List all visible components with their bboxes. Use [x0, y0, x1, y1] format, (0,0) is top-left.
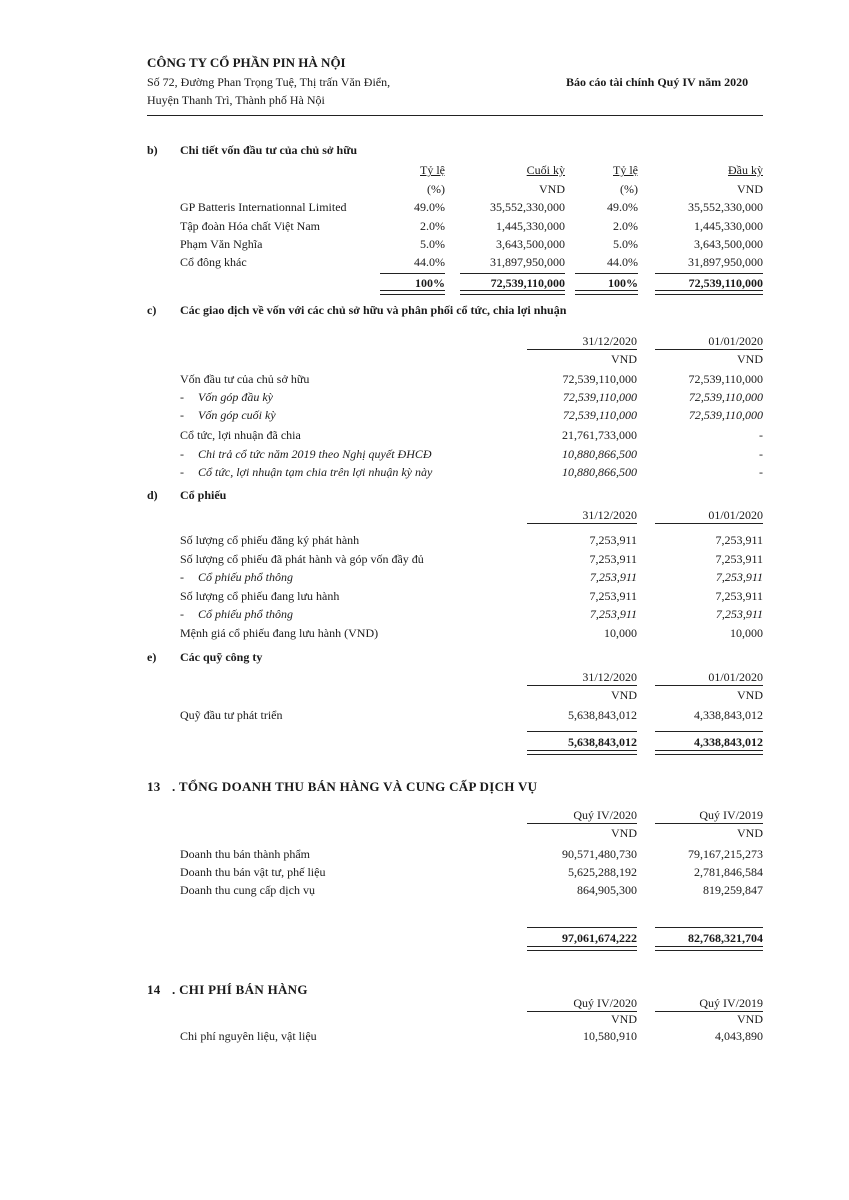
d-row-v2: 7,253,911 — [715, 552, 763, 566]
s13-total-rule-1 — [527, 927, 637, 928]
section-d-title: Cổ phiếu — [180, 488, 227, 502]
b-row-v1: 3,643,500,000 — [496, 237, 565, 251]
c-row-v1: 21,761,733,000 — [562, 428, 637, 442]
b-unit-4: VND — [737, 182, 763, 196]
b-row-p1: 5.0% — [420, 237, 445, 251]
d-row-v1: 7,253,911 — [589, 552, 637, 566]
b-total-dbl-2 — [460, 290, 565, 295]
s13-row-v1: 5,625,288,192 — [568, 865, 637, 879]
section-14-title: . CHI PHÍ BÁN HÀNG — [172, 982, 308, 997]
d-row-dash: - — [180, 607, 184, 621]
s14-col-2: Quý IV/2019 — [699, 996, 763, 1010]
s13-row-v1: 90,571,480,730 — [562, 847, 637, 861]
c-col-2: 01/01/2020 — [708, 334, 763, 348]
b-unit-1: (%) — [427, 182, 445, 196]
b-total-dbl-4 — [655, 290, 763, 295]
e-total-v1: 5,638,843,012 — [568, 735, 637, 749]
b-total-dbl-1 — [380, 290, 445, 295]
b-row-label: Tập đoàn Hóa chất Việt Nam — [180, 219, 321, 233]
s13-row-v2: 2,781,846,584 — [694, 865, 763, 879]
d-row-v2: 7,253,911 — [715, 533, 763, 547]
b-total-rule-4 — [655, 273, 763, 274]
b-col-end: Cuối kỳ — [526, 163, 565, 177]
d-row-label: Cổ phiếu phổ thông — [198, 607, 293, 621]
s14-col-1: Quý IV/2020 — [573, 996, 637, 1010]
s13-total-dbl-1 — [527, 946, 637, 951]
d-row-label: Cổ phiếu phổ thông — [198, 570, 293, 584]
d-row-label: Số lượng cổ phiếu đã phát hành và góp vốn đầy đủ — [180, 552, 424, 566]
b-row-v2: 1,445,330,000 — [694, 219, 763, 233]
s13-total-dbl-2 — [655, 946, 763, 951]
s13-row-label: Doanh thu bán vật tư, phế liệu — [180, 865, 326, 879]
s13-row-v1: 864,905,300 — [577, 883, 637, 897]
b-col-begin: Đầu kỳ — [728, 163, 763, 177]
b-row-p1: 2.0% — [420, 219, 445, 233]
s13-col-2-rule — [655, 823, 763, 824]
c-row-label: Vốn góp đầu kỳ — [198, 390, 273, 404]
e-col-1: 31/12/2020 — [582, 670, 637, 684]
e-row-label: Quỹ đầu tư phát triển — [180, 708, 283, 722]
s13-row-label: Doanh thu bán thành phẩm — [180, 847, 310, 861]
c-row-v1: 72,539,110,000 — [562, 390, 637, 404]
section-e-title: Các quỹ công ty — [180, 650, 263, 664]
d-row-v2: 7,253,911 — [715, 589, 763, 603]
b-row-v2: 31,897,950,000 — [688, 255, 763, 269]
c-row-v1: 72,539,110,000 — [562, 372, 637, 386]
b-row-p2: 5.0% — [613, 237, 638, 251]
b-row-v1: 35,552,330,000 — [490, 200, 565, 214]
s13-row-v2: 819,259,847 — [703, 883, 763, 897]
e-col-2-rule — [655, 685, 763, 686]
header-divider — [147, 115, 763, 116]
s13-total-rule-2 — [655, 927, 763, 928]
c-row-label: Chi trả cổ tức năm 2019 theo Nghị quyết ĐHCĐ — [198, 447, 432, 461]
b-row-label: Phạm Văn Nghĩa — [180, 237, 263, 251]
c-row-v2: 72,539,110,000 — [688, 372, 763, 386]
d-row-label: Số lượng cổ phiếu đang lưu hành — [180, 589, 340, 603]
e-total-dbl-1 — [527, 750, 637, 755]
b-row-p1: 49.0% — [414, 200, 445, 214]
s14-row-label: Chi phí nguyên liệu, vật liệu — [180, 1029, 317, 1043]
b-total-rule-3 — [575, 273, 638, 274]
b-total-v1: 72,539,110,000 — [490, 276, 565, 290]
s14-unit-2: VND — [737, 1012, 763, 1026]
e-row-v1: 5,638,843,012 — [568, 708, 637, 722]
s14-row-v1: 10,580,910 — [583, 1029, 637, 1043]
b-unit-2: VND — [539, 182, 565, 196]
b-total-p1: 100% — [415, 276, 445, 290]
c-row-dash: - — [180, 447, 184, 461]
d-row-v1: 7,253,911 — [589, 589, 637, 603]
b-row-v2: 3,643,500,000 — [694, 237, 763, 251]
d-col-2-rule — [655, 523, 763, 524]
d-col-1: 31/12/2020 — [582, 508, 637, 522]
c-row-dash: - — [180, 465, 184, 479]
e-col-2: 01/01/2020 — [708, 670, 763, 684]
d-row-label: Số lượng cổ phiếu đăng ký phát hành — [180, 533, 360, 547]
e-row-v2: 4,338,843,012 — [694, 708, 763, 722]
company-address-line1: Số 72, Đường Phan Trọng Tuệ, Thị trấn Văn Điển, — [147, 75, 391, 89]
company-name: CÔNG TY CỔ PHẦN PIN HÀ NỘI — [147, 55, 346, 70]
s13-col-1: Quý IV/2020 — [573, 808, 637, 822]
report-title: Báo cáo tài chính Quý IV năm 2020 — [566, 75, 749, 89]
section-e-letter: e) — [147, 650, 157, 664]
section-13-number: 13 — [147, 779, 161, 794]
d-row-v2: 10,000 — [730, 626, 763, 640]
b-row-v2: 35,552,330,000 — [688, 200, 763, 214]
section-d-letter: d) — [147, 488, 158, 502]
d-row-label: Mệnh giá cổ phiếu đang lưu hành (VND) — [180, 626, 379, 640]
b-row-v1: 1,445,330,000 — [496, 219, 565, 233]
s13-row-v2: 79,167,215,273 — [688, 847, 763, 861]
s13-unit-2: VND — [737, 826, 763, 840]
e-unit-2: VND — [737, 688, 763, 702]
d-row-v1: 7,253,911 — [589, 533, 637, 547]
d-col-2: 01/01/2020 — [708, 508, 763, 522]
c-row-label: Cổ tức, lợi nhuận tạm chia trên lợi nhuận kỳ này — [198, 465, 433, 479]
section-c-letter: c) — [147, 303, 157, 317]
s14-unit-1: VND — [611, 1012, 637, 1026]
s13-row-label: Doanh thu cung cấp dịch vụ — [180, 883, 315, 897]
section-b-letter: b) — [147, 143, 158, 157]
s13-total-v1: 97,061,674,222 — [562, 931, 637, 945]
c-row-label: Cổ tức, lợi nhuận đã chia — [180, 428, 301, 442]
s13-col-2: Quý IV/2019 — [699, 808, 763, 822]
e-total-dbl-2 — [655, 750, 763, 755]
e-total-rule-2 — [655, 731, 763, 732]
section-c-title: Các giao dịch về vốn với các chủ sở hữu và phân phối cổ tức, chia lợi nhuận — [180, 303, 567, 317]
c-row-v2: 72,539,110,000 — [688, 390, 763, 404]
c-row-label: Vốn góp cuối kỳ — [198, 408, 276, 422]
s14-row-v2: 4,043,890 — [715, 1029, 763, 1043]
company-address-line2: Huyện Thanh Trì, Thành phố Hà Nội — [147, 93, 325, 107]
b-row-label: Cổ đông khác — [180, 255, 247, 269]
s13-col-1-rule — [527, 823, 637, 824]
b-total-rule-1 — [380, 273, 445, 274]
d-row-dash: - — [180, 570, 184, 584]
section-14-number: 14 — [147, 982, 161, 997]
e-total-rule-1 — [527, 731, 637, 732]
d-col-1-rule — [527, 523, 637, 524]
c-row-v1: 10,880,866,500 — [562, 447, 637, 461]
c-row-dash: - — [180, 390, 184, 404]
c-unit-2: VND — [737, 352, 763, 366]
b-total-p2: 100% — [608, 276, 638, 290]
b-col-ratio-end: Tỷ lệ — [420, 163, 445, 177]
b-total-v2: 72,539,110,000 — [688, 276, 763, 290]
c-col-2-rule — [655, 349, 763, 350]
d-row-v2: 7,253,911 — [715, 570, 763, 584]
c-row-v1: 72,539,110,000 — [562, 408, 637, 422]
d-row-v2: 7,253,911 — [715, 607, 763, 621]
c-row-v2: - — [759, 465, 763, 479]
d-row-v1: 7,253,911 — [589, 607, 637, 621]
b-row-p2: 44.0% — [607, 255, 638, 269]
b-col-ratio-begin: Tỷ lệ — [613, 163, 638, 177]
c-row-v2: - — [759, 428, 763, 442]
b-row-p1: 44.0% — [414, 255, 445, 269]
d-row-v1: 10,000 — [604, 626, 637, 640]
c-col-1-rule — [527, 349, 637, 350]
s13-unit-1: VND — [611, 826, 637, 840]
c-unit-1: VND — [611, 352, 637, 366]
b-row-v1: 31,897,950,000 — [490, 255, 565, 269]
e-unit-1: VND — [611, 688, 637, 702]
b-total-rule-2 — [460, 273, 565, 274]
e-total-v2: 4,338,843,012 — [694, 735, 763, 749]
b-row-p2: 49.0% — [607, 200, 638, 214]
c-row-v2: - — [759, 447, 763, 461]
b-row-p2: 2.0% — [613, 219, 638, 233]
c-row-v1: 10,880,866,500 — [562, 465, 637, 479]
c-row-dash: - — [180, 408, 184, 422]
e-col-1-rule — [527, 685, 637, 686]
b-unit-3: (%) — [620, 182, 638, 196]
b-total-dbl-3 — [575, 290, 638, 295]
d-row-v1: 7,253,911 — [589, 570, 637, 584]
c-row-label: Vốn đầu tư của chủ sở hữu — [180, 372, 310, 386]
c-col-1: 31/12/2020 — [582, 334, 637, 348]
b-row-label: GP Batteris Internationnal Limited — [180, 200, 347, 214]
s13-total-v2: 82,768,321,704 — [688, 931, 763, 945]
section-13-title: . TỔNG DOANH THU BÁN HÀNG VÀ CUNG CẤP DỊCH VỤ — [172, 779, 538, 794]
section-b-title: Chi tiết vốn đầu tư của chủ sở hữu — [180, 143, 358, 157]
c-row-v2: 72,539,110,000 — [688, 408, 763, 422]
